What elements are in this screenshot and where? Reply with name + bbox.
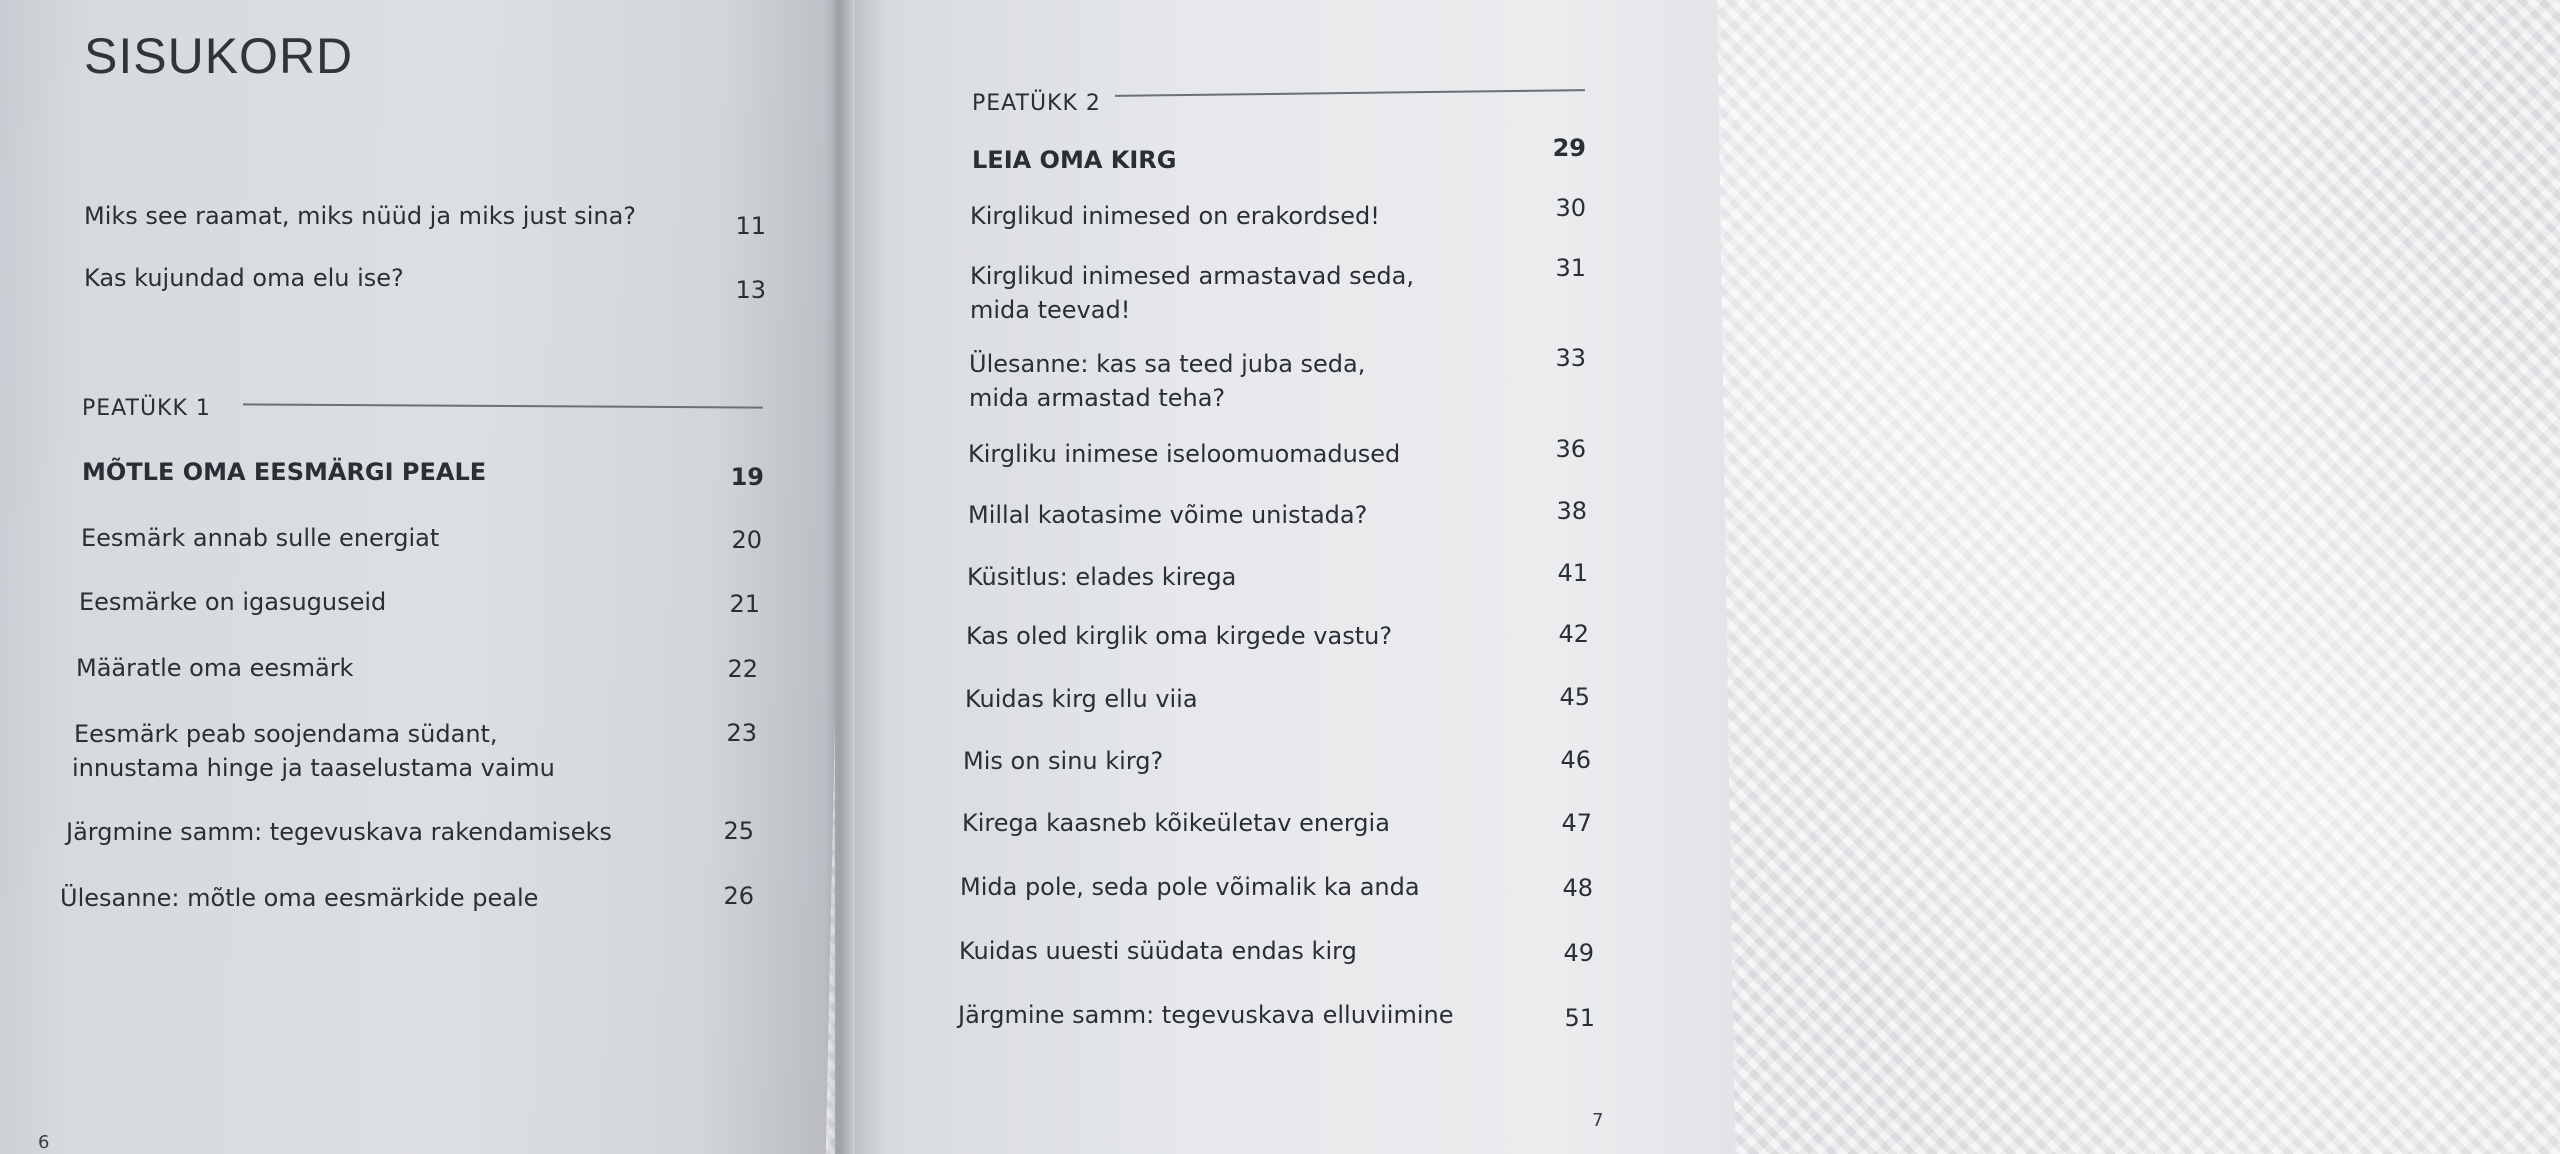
toc-entry-page: 31	[1555, 254, 1586, 282]
page-title: SISUKORD	[84, 28, 354, 84]
toc-entry-text: Millal kaotasime võime unistada?	[968, 501, 1368, 529]
toc-entry-text: Kas kujundad oma elu ise?	[84, 264, 404, 292]
toc-entry-page: 13	[735, 276, 766, 304]
toc-entry-text: Järgmine samm: tegevuskava rakendamiseks	[66, 818, 612, 846]
toc-entry-text: Määratle oma eesmärk	[76, 654, 354, 682]
toc-entry-page: 26	[723, 882, 754, 910]
toc-entry-text-line2: innustama hinge ja taaselustama vaimu	[72, 754, 555, 782]
toc-entry-text: Mida pole, seda pole võimalik ka anda	[960, 873, 1420, 901]
toc-entry-text-line2: mida teevad!	[970, 296, 1131, 324]
toc-entry-page: 11	[735, 212, 766, 240]
toc-entry-text: Kirega kaasneb kõikeületav energia	[962, 809, 1390, 837]
toc-entry-page: 25	[723, 817, 754, 845]
toc-entry-text: Kas oled kirglik oma kirgede vastu?	[966, 622, 1393, 650]
toc-entry-text: Järgmine samm: tegevuskava elluviimine	[958, 1001, 1454, 1029]
chapter-heading: MÕTLE OMA EESMÄRGI PEALE	[82, 458, 487, 486]
toc-entry-text: Kirgliku inimese iseloomuomadused	[968, 440, 1401, 468]
toc-entry-text: Ülesanne: mõtle oma eesmärkide peale	[60, 884, 539, 912]
toc-entry-text-line2: mida armastad teha?	[969, 384, 1226, 412]
toc-entry-page: 38	[1556, 497, 1587, 525]
toc-entry-page: 45	[1559, 683, 1590, 711]
toc-entry-page: 36	[1555, 435, 1586, 463]
toc-entry-page: 23	[726, 719, 757, 747]
book-gutter	[825, 0, 855, 1154]
toc-entry-page: 48	[1562, 874, 1593, 902]
toc-entry-page: 46	[1560, 746, 1591, 774]
chapter-heading-page: 29	[1552, 134, 1586, 162]
toc-entry-text: Kuidas uuesti süüdata endas kirg	[959, 937, 1357, 965]
toc-entry-page: 22	[727, 655, 758, 683]
toc-entry-text: Küsitlus: elades kirega	[967, 563, 1237, 591]
chapter-heading: LEIA OMA KIRG	[972, 146, 1177, 174]
chapter-label: PEATÜKK 1	[82, 396, 211, 421]
toc-entry-page: 49	[1563, 939, 1594, 967]
toc-entry-text: Kuidas kirg ellu viia	[965, 685, 1198, 713]
chapter-label: PEATÜKK 2	[972, 91, 1101, 116]
toc-entry-page: 30	[1555, 194, 1586, 222]
toc-entry-page: 33	[1555, 344, 1586, 372]
toc-entry-text: Eesmärk annab sulle energiat	[81, 524, 440, 552]
toc-entry-page: 47	[1561, 809, 1592, 837]
toc-entry-page: 21	[729, 590, 760, 618]
left-page	[0, 0, 850, 1154]
page-number-right: 7	[1592, 1110, 1604, 1131]
toc-entry-text: Eesmärk peab soojendama südant,	[74, 720, 498, 748]
toc-entry-text: Mis on sinu kirg?	[963, 747, 1164, 775]
toc-entry-text: Miks see raamat, miks nüüd ja miks just sina?	[84, 202, 637, 230]
toc-entry-text: Kirglikud inimesed armastavad seda,	[970, 262, 1414, 290]
toc-entry-page: 42	[1558, 620, 1589, 648]
tablecloth-background	[1700, 0, 2560, 1154]
toc-entry-page: 51	[1564, 1004, 1595, 1032]
chapter-heading-page: 19	[730, 463, 764, 491]
toc-entry-text: Ülesanne: kas sa teed juba seda,	[969, 350, 1366, 378]
toc-entry-page: 20	[731, 526, 762, 554]
toc-entry-text: Kirglikud inimesed on erakordsed!	[970, 202, 1380, 230]
page-number-left: 6	[38, 1132, 50, 1153]
toc-entry-page: 41	[1557, 559, 1588, 587]
toc-entry-text: Eesmärke on igasuguseid	[79, 588, 387, 616]
